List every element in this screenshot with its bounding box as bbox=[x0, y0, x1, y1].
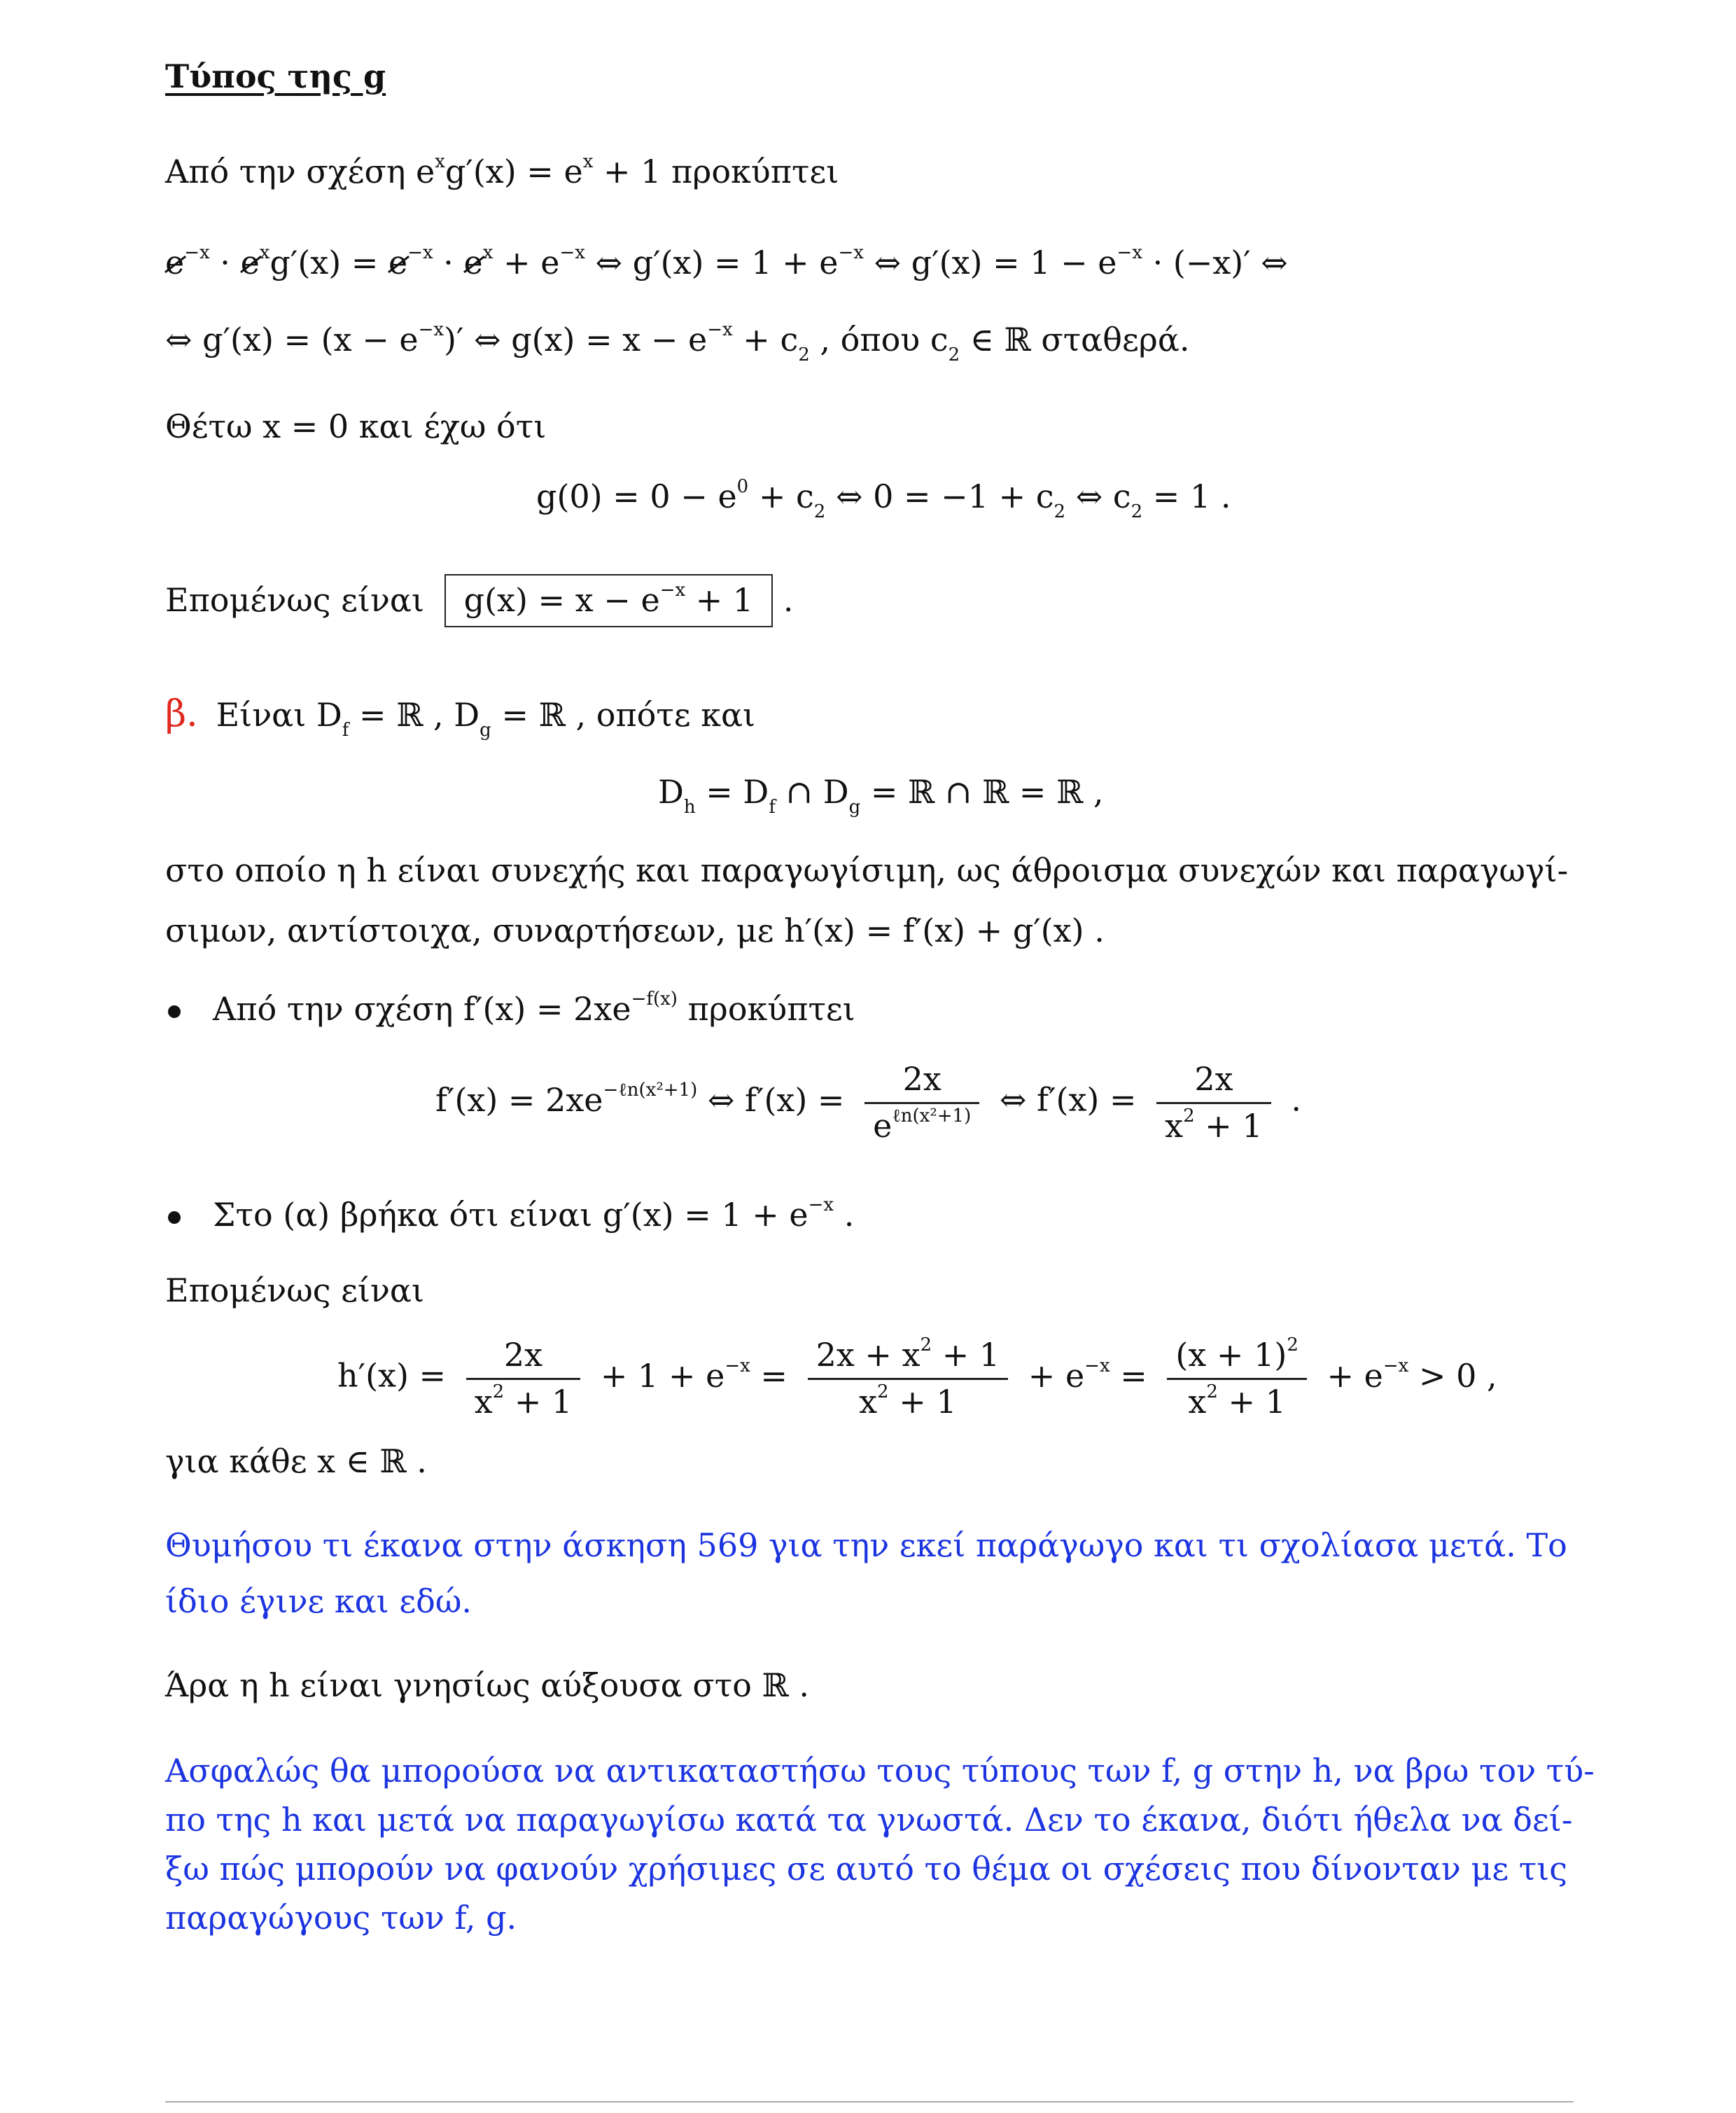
fraction-1 bbox=[864, 1060, 979, 1145]
therefore-line: Επομένως είναι bbox=[165, 1271, 425, 1309]
derivation-line-1: $e^{-x} \cdot e^xg'(x) = e^{-x} \cdot e^x + e^{-x}$ ⇔ $g'(x) = 1 + e^{-x}$ ⇔ $g'(x) = 1 - e^{-x} \cdot (-x)'$ ⇔ bbox=[165, 242, 1288, 281]
fraction-denominator: $e^{\ell n(x^2+1)}$ bbox=[873, 1106, 972, 1145]
relation-line: Από την σχέση $e^xg'(x) = e^x + 1$ προκύπτει bbox=[165, 151, 839, 190]
bullet-f-relation: Από την σχέση $f'(x) = 2xe^{-f(x)}$ προκύπτει bbox=[213, 989, 855, 1028]
f-derivative-part-a: $f'(x) = 2xe^{-\ell n(x^2+1)}$ ⇔ f′(x) = bbox=[435, 1079, 845, 1119]
fraction-2 bbox=[1156, 1060, 1271, 1145]
fraction-denominator: $x^2 + 1$ bbox=[474, 1381, 573, 1421]
domain-h-equation: $D_h = D_f$ ∩ $D_g$ = ℝ ∩ ℝ = ℝ , bbox=[658, 773, 1104, 818]
bullet-icon bbox=[168, 1005, 181, 1018]
fraction-denominator: $x^2 + 1$ bbox=[859, 1381, 957, 1421]
f-derivative-equation bbox=[435, 1060, 1301, 1145]
derivation-line-2: ⇔ $g'(x) = (x - e^{-x})'$ ⇔ $g(x) = x - e^{-x} + c_2$ , όπου $c_2$ ∈ ℝ σταθερά. bbox=[165, 319, 1190, 365]
for-all-x-line: για κάθε x ∈ ℝ . bbox=[165, 1442, 427, 1480]
note-1-line-1: Θυμήσου τι έκανα στην άσκηση 569 για την εκεί παράγωγο και τι σχολίασα μετά. Το bbox=[165, 1526, 1567, 1564]
result-label: Επομένως είναι bbox=[165, 581, 425, 619]
fraction-2 bbox=[808, 1334, 1009, 1421]
fraction-denominator: $x^2 + 1$ bbox=[1165, 1106, 1263, 1145]
fraction-numerator: 2x bbox=[466, 1339, 581, 1380]
fraction-numerator: $(x + 1)^2$ bbox=[1167, 1339, 1306, 1380]
h-derivative-part-d: + $e^{-x} > 0$ , bbox=[1326, 1355, 1497, 1395]
boxed-result: $g(x) = x - e^{-x} + 1$ bbox=[444, 574, 774, 627]
result-period: . bbox=[783, 581, 794, 619]
fraction-numerator: 2x bbox=[1156, 1063, 1271, 1104]
fraction-denominator: $x^2 + 1$ bbox=[1188, 1381, 1286, 1421]
note-2-line-2: πο της h και μετά να παραγωγίσω κατά τα γνωστά. Δεν το έκανα, διότι ήθελα να δεί- bbox=[165, 1801, 1573, 1839]
domains-text: Είναι $D_f$ = ℝ , $D_g$ = ℝ , οπότε και bbox=[216, 696, 756, 741]
note-1-line-2: ίδιο έγινε και εδώ. bbox=[165, 1582, 472, 1620]
continuity-line-1: στο οποίο η h είναι συνεχής και παραγωγίσιμη, ως άθροισμα συνεχών και παραγωγί- bbox=[165, 851, 1569, 889]
bullet-icon bbox=[168, 1211, 181, 1224]
fraction-numerator: $2x + x^2 + 1$ bbox=[808, 1339, 1009, 1380]
part-beta-label: β. bbox=[165, 693, 198, 735]
note-2-line-3: ξω πώς μπορούν να φανούν χρήσιμες σε αυτό το θέμα οι σχέσεις που δίνονταν με τις bbox=[165, 1850, 1568, 1888]
bullet-g-derivative: Στο (α) βρήκα ότι είναι $g'(x) = 1 + e^{-x}$ . bbox=[213, 1194, 855, 1234]
h-derivative-part-a: h′(x) = bbox=[337, 1356, 447, 1395]
section-heading: Τύπος της g bbox=[165, 57, 386, 95]
set-x-line: Θέτω x = 0 και έχω ότι bbox=[165, 407, 547, 445]
footer-rule bbox=[165, 2101, 1574, 2102]
conclusion-line: Άρα η h είναι γνησίως αύξουσα στο ℝ . bbox=[165, 1666, 810, 1704]
h-derivative-part-c: + $e^{-x}$ = bbox=[1028, 1355, 1147, 1395]
part-beta-line bbox=[165, 693, 756, 741]
h-derivative-part-b: + $1 + e^{-x}$ = bbox=[600, 1355, 788, 1395]
note-2-line-4: παραγώγους των f, g. bbox=[165, 1899, 517, 1937]
fraction-3 bbox=[1167, 1334, 1306, 1421]
f-derivative-period: . bbox=[1291, 1080, 1301, 1119]
f-derivative-part-b: ⇔ f′(x) = bbox=[999, 1080, 1137, 1119]
h-derivative-equation bbox=[337, 1334, 1497, 1421]
note-2-line-1: Ασφαλώς θα μπορούσα να αντικαταστήσω τους τύπους των f, g στην h, να βρω τον τύ- bbox=[165, 1752, 1595, 1790]
fraction-1 bbox=[466, 1336, 581, 1421]
constant-equation: $g(0) = 0 - e^0 + c_2$ ⇔ $0 = -1 + c_2$ ⇔ $c_2 = 1$ . bbox=[536, 476, 1231, 522]
result-line bbox=[165, 574, 793, 627]
continuity-line-2: σιμων, αντίστοιχα, συναρτήσεων, με h′(x) = f′(x) + g′(x) . bbox=[165, 912, 1105, 949]
fraction-numerator: 2x bbox=[864, 1063, 979, 1104]
